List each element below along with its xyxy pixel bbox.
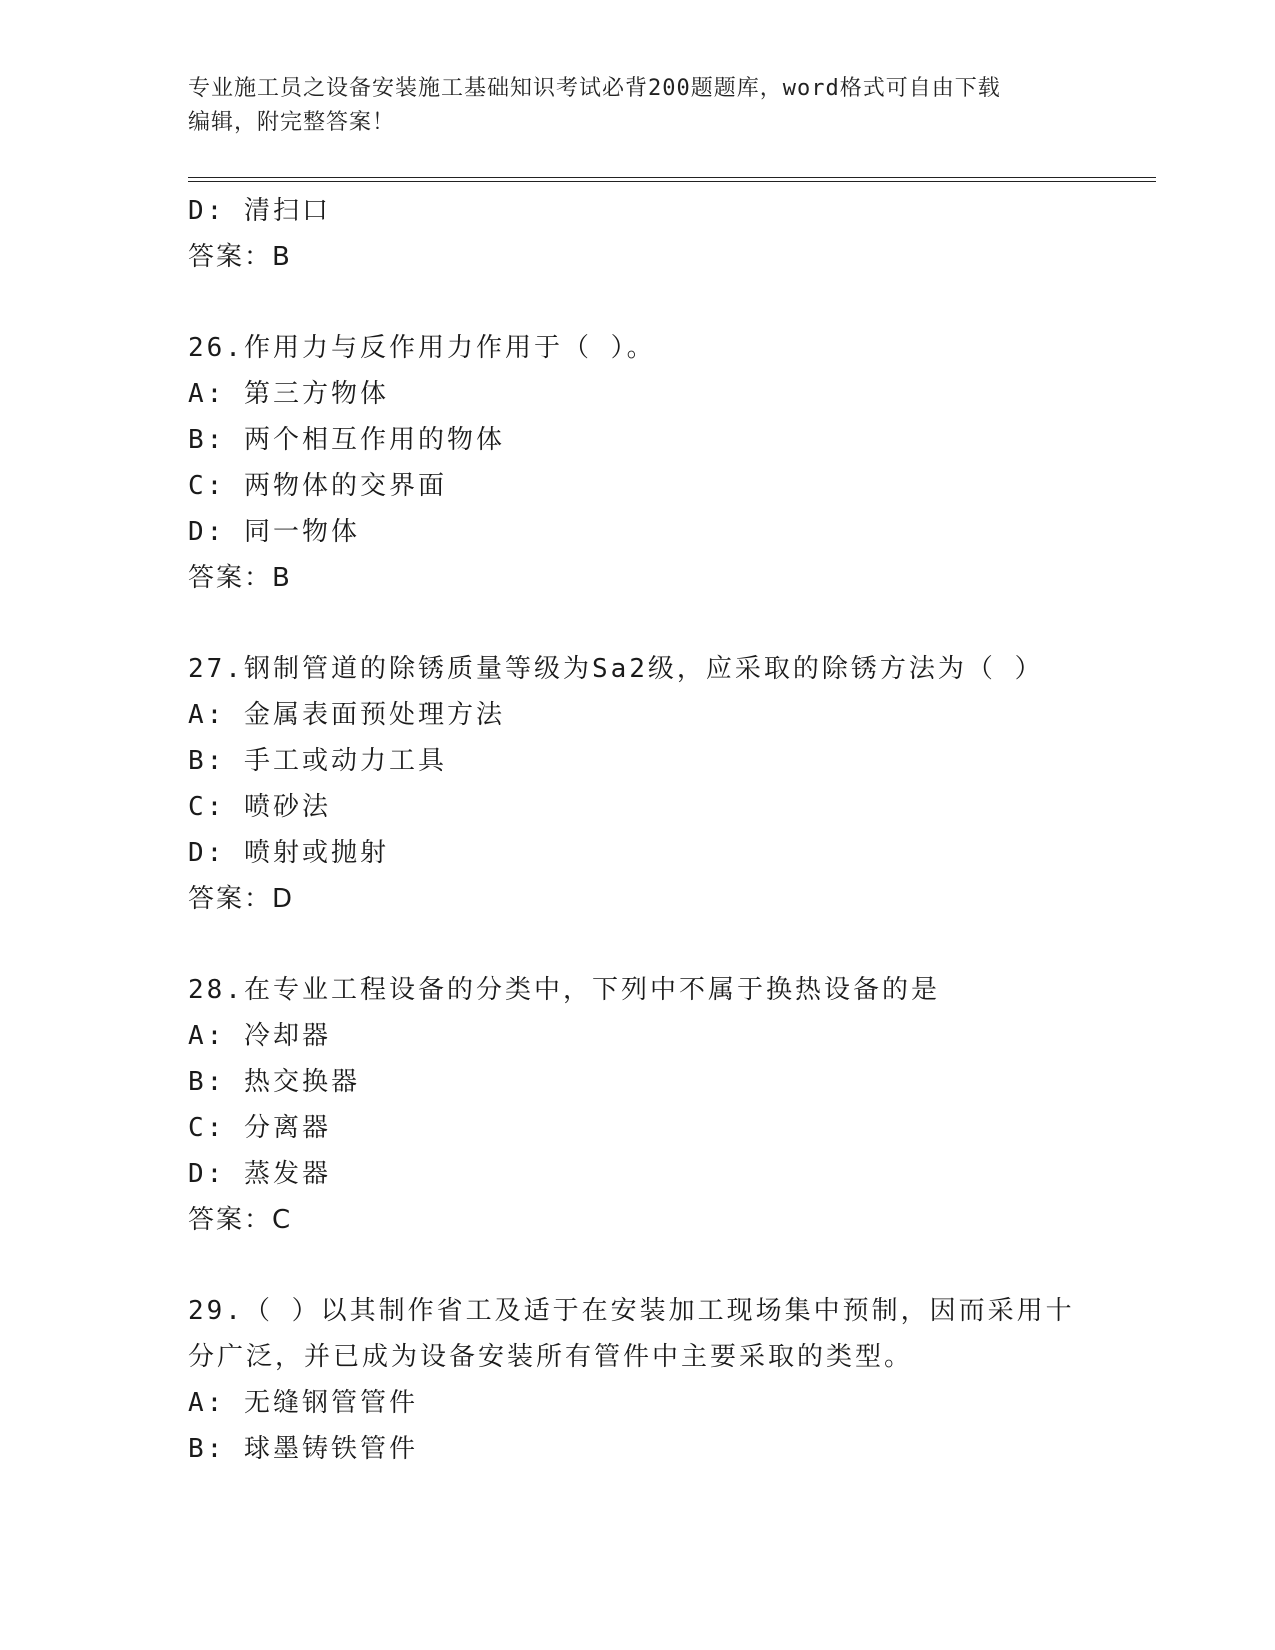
- option-c: C: 喷砂法: [188, 792, 331, 822]
- option-a: A: 第三方物体: [188, 379, 389, 409]
- page-header: [188, 72, 1068, 140]
- question-26: [188, 325, 1148, 601]
- header-title-line-2: 编辑，附完整答案！: [188, 110, 396, 135]
- option-d: D: 同一物体: [188, 517, 360, 547]
- option-b: B: 热交换器: [188, 1067, 360, 1097]
- question-list: [188, 188, 1148, 1472]
- option-a: A: 金属表面预处理方法: [188, 700, 505, 730]
- option-d: D: 清扫口: [188, 196, 331, 226]
- option-b: B: 两个相互作用的物体: [188, 425, 505, 455]
- question-28: [188, 967, 1148, 1243]
- answer: 答案：D: [188, 884, 295, 914]
- option-b: B: 球墨铸铁管件: [188, 1434, 418, 1464]
- header-divider: [188, 177, 1156, 182]
- question-stem: 28.在专业工程设备的分类中，下列中不属于换热设备的是: [188, 975, 940, 1005]
- question-25-tail: [188, 188, 1148, 280]
- question-stem: 27.钢制管道的除锈质量等级为Sa2级，应采取的除锈方法为（ ）: [188, 654, 1044, 684]
- option-c: C: 两物体的交界面: [188, 471, 447, 501]
- question-stem: 26.作用力与反作用力作用于（ ）。: [188, 333, 656, 363]
- question-27: [188, 646, 1148, 922]
- option-a: A: 无缝钢管管件: [188, 1388, 418, 1418]
- option-d: D: 喷射或抛射: [188, 838, 389, 868]
- question-stem-line-1: 29.（ ）以其制作省工及适于在安装加工现场集中预制，因而采用十: [188, 1296, 1075, 1326]
- option-d: D: 蒸发器: [188, 1159, 331, 1189]
- header-title-line-1: 专业施工员之设备安装施工基础知识考试必背200题题库，word格式可自由下载: [188, 76, 1001, 101]
- option-a: A: 冷却器: [188, 1021, 331, 1051]
- question-29: [188, 1288, 1148, 1472]
- option-c: C: 分离器: [188, 1113, 331, 1143]
- option-b: B: 手工或动力工具: [188, 746, 447, 776]
- question-stem-line-2: 分广泛，并已成为设备安装所有管件中主要采取的类型。: [188, 1342, 914, 1372]
- answer: 答案：C: [188, 1205, 293, 1235]
- answer: 答案：B: [188, 242, 292, 272]
- answer: 答案：B: [188, 563, 292, 593]
